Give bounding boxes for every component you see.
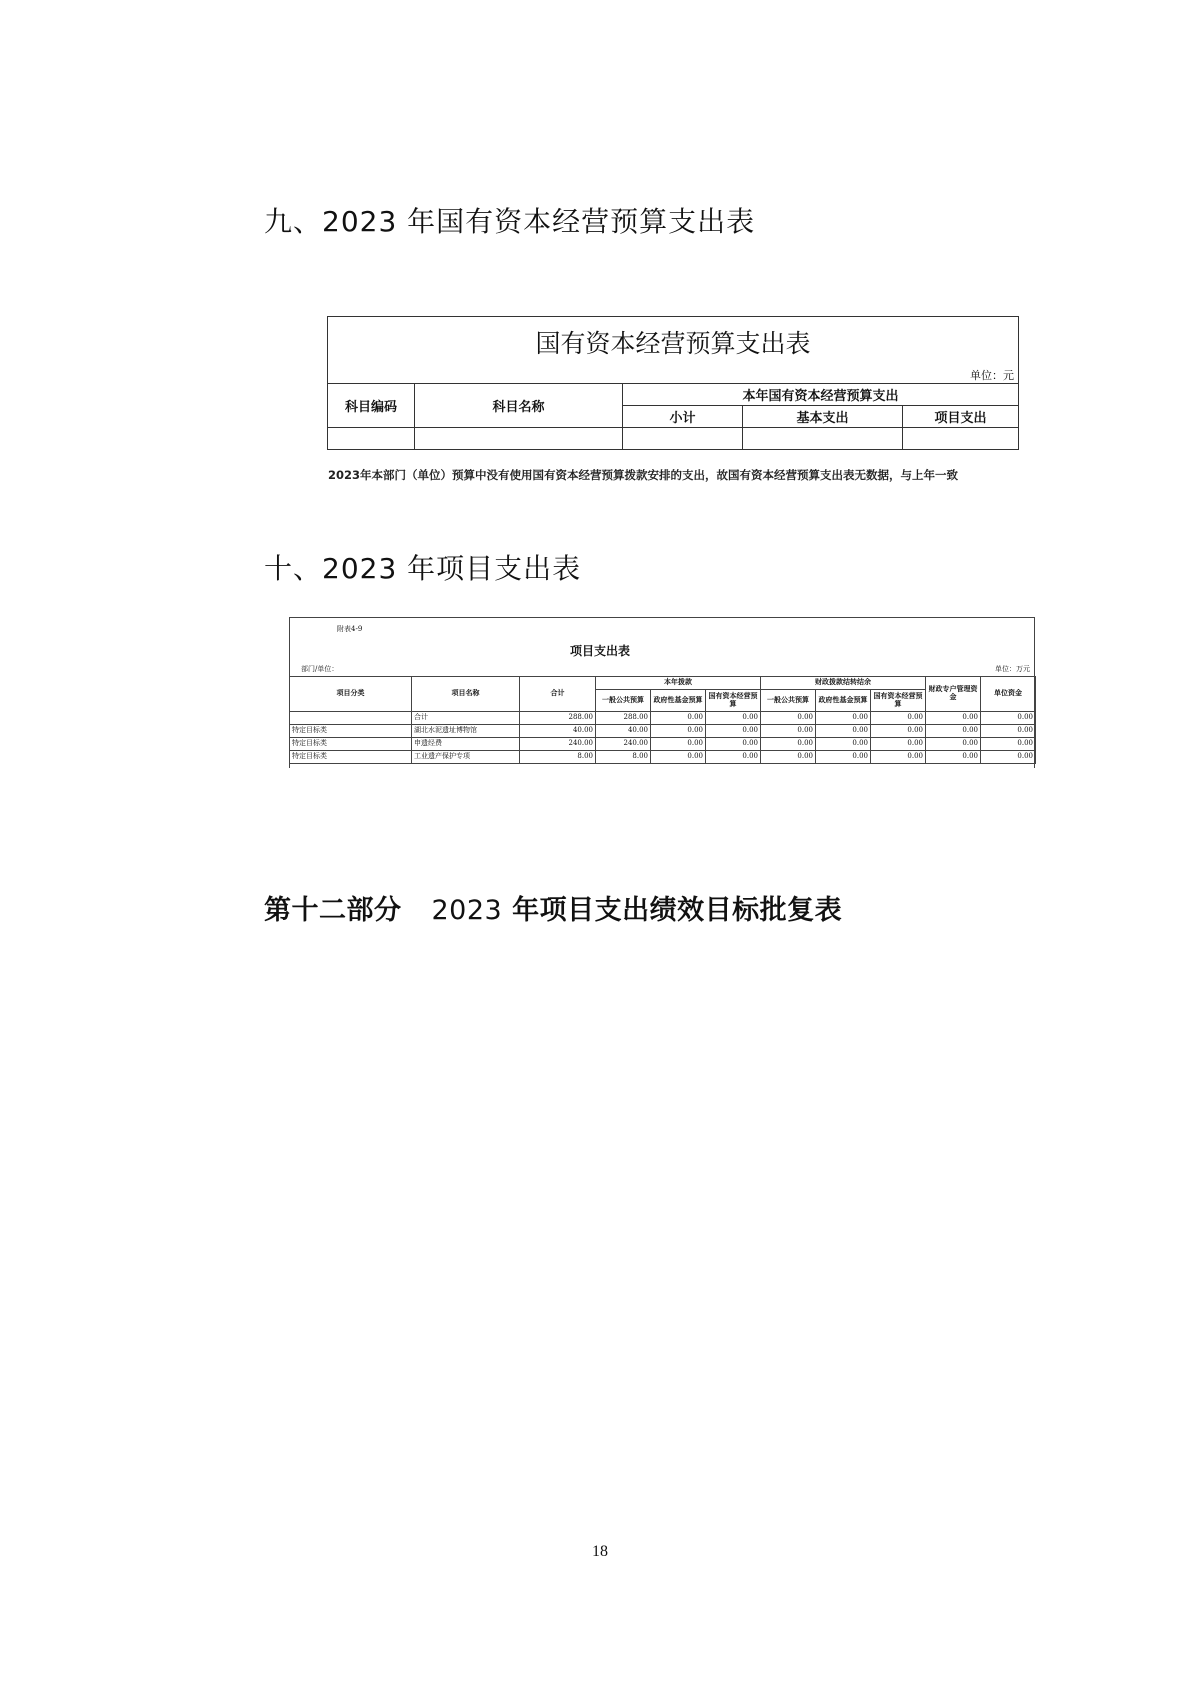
row-value: 0.00 — [926, 738, 981, 751]
row-value: 0.00 — [816, 725, 871, 738]
row-name: 申遗经费 — [412, 738, 520, 751]
table-row — [290, 738, 1036, 751]
row-value: 240.00 — [596, 738, 651, 751]
row-value: 0.00 — [816, 751, 871, 764]
table2-header-special: 财政专户管理资金 — [926, 677, 981, 712]
table-row — [290, 712, 1036, 725]
table1-empty-cell — [623, 428, 743, 450]
row-name: 湖北水泥遗址博物馆 — [412, 725, 520, 738]
row-value: 0.00 — [926, 725, 981, 738]
row-value: 0.00 — [871, 725, 926, 738]
section-10-heading: 十、2023 年项目支出表 — [264, 552, 582, 585]
row-value: 0.00 — [761, 751, 816, 764]
row-value: 0.00 — [981, 738, 1036, 751]
table1-sub-project: 项目支出 — [903, 406, 1019, 428]
row-value: 240.00 — [520, 738, 596, 751]
table1-empty-cell — [903, 428, 1019, 450]
row-value: 0.00 — [651, 738, 706, 751]
table1-unit: 单位：元 — [328, 367, 1019, 384]
table2-dept-label: 部门/单位： — [301, 665, 339, 673]
table1-col-code: 科目编码 — [328, 384, 415, 428]
table2-header-total: 合计 — [520, 677, 596, 712]
part-12-year: 2023 — [431, 895, 503, 926]
table1-col-name: 科目名称 — [415, 384, 623, 428]
row-value: 0.00 — [871, 738, 926, 751]
table2-header-name: 项目名称 — [412, 677, 520, 712]
table-row — [290, 725, 1036, 738]
row-value: 0.00 — [981, 725, 1036, 738]
part-12-heading — [264, 888, 842, 927]
row-name: 合计 — [412, 712, 520, 725]
row-category: 特定目标类 — [290, 738, 412, 751]
table1-empty-cell — [415, 428, 623, 450]
table2-header-general-carry: 一般公共预算 — [761, 690, 816, 712]
row-value: 0.00 — [926, 751, 981, 764]
table-row — [290, 751, 1036, 764]
table1-sub-basic: 基本支出 — [743, 406, 903, 428]
table1-note: 2023年本部门（单位）预算中没有使用国有资本经营预算拨款安排的支出，故国有资本经营预算支出表无数据，与上年一致 — [328, 468, 959, 482]
row-value: 8.00 — [596, 751, 651, 764]
row-value: 0.00 — [706, 738, 761, 751]
row-value: 0.00 — [706, 751, 761, 764]
table2-title: 项目支出表 — [569, 644, 630, 658]
table1-sub-total: 小计 — [623, 406, 743, 428]
row-category: 特定目标类 — [290, 725, 412, 738]
row-category — [290, 712, 412, 725]
row-value: 0.00 — [761, 725, 816, 738]
page-number: 18 — [592, 1543, 608, 1560]
table2-header-state-capital-carry: 国有资本经营预算 — [871, 690, 926, 712]
row-value: 0.00 — [706, 712, 761, 725]
table1-title: 国有资本经营预算支出表 — [328, 317, 1019, 368]
row-value: 0.00 — [761, 738, 816, 751]
table2-header-current: 本年拨款 — [596, 677, 761, 690]
table1-empty-cell — [328, 428, 415, 450]
row-value: 0.00 — [816, 712, 871, 725]
row-value: 288.00 — [520, 712, 596, 725]
row-category: 特定目标类 — [290, 751, 412, 764]
table2-attachment-label: 附表4-9 — [337, 625, 363, 633]
table2-header-general: 一般公共预算 — [596, 690, 651, 712]
part-12-title: 年项目支出绩效目标批复表 — [512, 895, 843, 926]
table2-header-gov-fund: 政府性基金预算 — [651, 690, 706, 712]
row-name: 工业遗产保护专项 — [412, 751, 520, 764]
row-value: 40.00 — [596, 725, 651, 738]
section-9-heading: 九、2023 年国有资本经营预算支出表 — [264, 205, 756, 238]
part-12-prefix: 第十二部分 — [264, 895, 402, 926]
row-value: 0.00 — [706, 725, 761, 738]
row-value: 40.00 — [520, 725, 596, 738]
row-value: 0.00 — [651, 725, 706, 738]
row-value: 0.00 — [926, 712, 981, 725]
project-expenditure-table — [289, 676, 1036, 764]
row-value: 0.00 — [871, 712, 926, 725]
state-capital-budget-table — [327, 316, 1019, 450]
table2-unit-label: 单位：万元 — [995, 665, 1030, 673]
row-value: 0.00 — [651, 712, 706, 725]
table2-header-category: 项目分类 — [290, 677, 412, 712]
table1-empty-cell — [743, 428, 903, 450]
table2-header-unit-fund: 单位资金 — [981, 677, 1036, 712]
table1-group-header: 本年国有资本经营预算支出 — [623, 384, 1019, 406]
table2-header-gov-fund-carry: 政府性基金预算 — [816, 690, 871, 712]
row-value: 0.00 — [816, 738, 871, 751]
row-value: 0.00 — [651, 751, 706, 764]
row-value: 0.00 — [871, 751, 926, 764]
table2-header-state-capital: 国有资本经营预算 — [706, 690, 761, 712]
row-value: 8.00 — [520, 751, 596, 764]
table2-header-carry: 财政拨款结转结余 — [761, 677, 926, 690]
row-value: 0.00 — [981, 712, 1036, 725]
row-value: 0.00 — [761, 712, 816, 725]
row-value: 288.00 — [596, 712, 651, 725]
row-value: 0.00 — [981, 751, 1036, 764]
